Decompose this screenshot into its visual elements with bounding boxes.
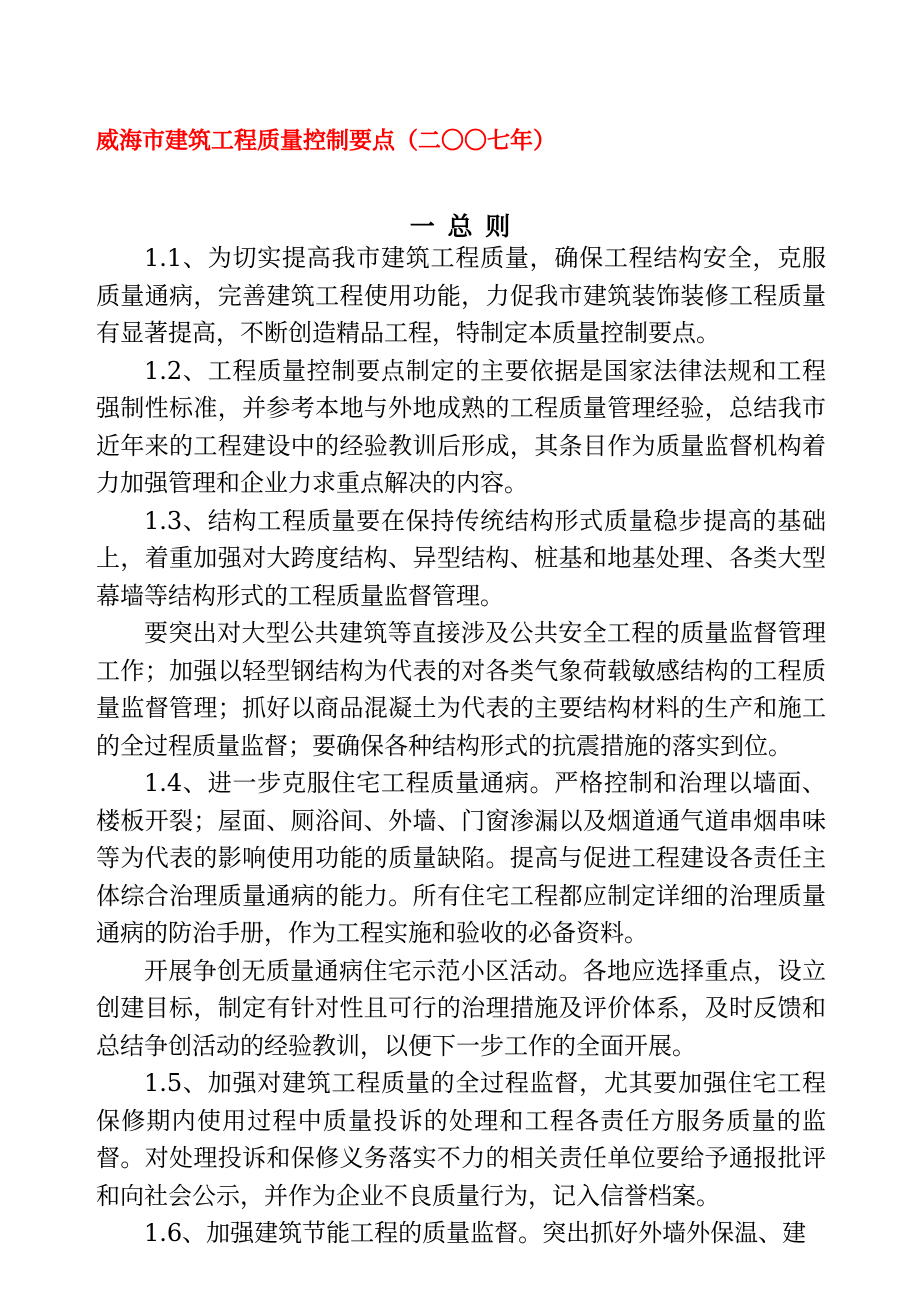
paragraph-1-1: 1.1、为切实提高我市建筑工程质量，确保工程结构安全，克服质量通病，完善建筑工程使用功能，力促我市建筑装饰装修工程质量有显著提高，不断创造精品工程，特制定本质量控制要点。: [96, 244, 826, 347]
paragraph-1-3: 1.3、结构工程质量要在保持传统结构形式质量稳步提高的基础上，着重加强对大跨度结构、异型结构、桩基和地基处理、各类大型幕墙等结构形式的工程质量监督管理。: [96, 506, 826, 610]
paragraph-1-4: 1.4、进一步克服住宅工程质量通病。严格控制和治理以墙面、楼板开裂；屋面、厕浴间、外墙、门窗渗漏以及烟道通气道串烟串味等为代表的影响使用功能的质量缺陷。提高与促进工程建设各责任主体综合治理质量通病的能力。所有住宅工程都应制定详细的治理质量通病的防治手册，作为工程实施和验收的必备资料。: [96, 769, 826, 947]
paragraph-1-3-continued: 要突出对大型公共建筑等直接涉及公共安全工程的质量监督管理工作；加强以轻型钢结构为代表的对各类气象荷载敏感结构的工程质量监督管理；抓好以商品混凝土为代表的主要结构材料的生产和施工的全过程质量监督；要确保各种结构形式的抗震措施的落实到位。: [96, 619, 826, 760]
document-body: [96, 240, 826, 1253]
section-heading: 一 总 则: [409, 212, 513, 241]
document-title: 威海市建筑工程质量控制要点（二〇〇七年）: [96, 127, 556, 154]
paragraph-1-4-continued: 开展争创无质量通病住宅示范小区活动。各地应选择重点，设立创建目标，制定有针对性且可行的治理措施及评价体系，及时反馈和总结争创活动的经验教训，以便下一步工作的全面开展。: [96, 956, 826, 1060]
paragraph-1-6: 1.6、加强建筑节能工程的质量监督。突出抓好外墙外保温、建: [144, 1219, 807, 1247]
paragraph-1-2: 1.2、工程质量控制要点制定的主要依据是国家法律法规和工程强制性标准，并参考本地与外地成熟的工程质量管理经验，总结我市近年来的工程建设中的经验教训后形成，其条目作为质量监督机构着力加强管理和企业力求重点解决的内容。: [96, 356, 826, 497]
paragraph-1-5: 1.5、加强对建筑工程质量的全过程监督，尤其要加强住宅工程保修期内使用过程中质量投诉的处理和工程各责任方服务质量的监督。对处理投诉和保修义务落实不力的相关责任单位要给予通报批评和向社会公示，并作为企业不良质量行为，记入信誉档案。: [96, 1069, 826, 1210]
